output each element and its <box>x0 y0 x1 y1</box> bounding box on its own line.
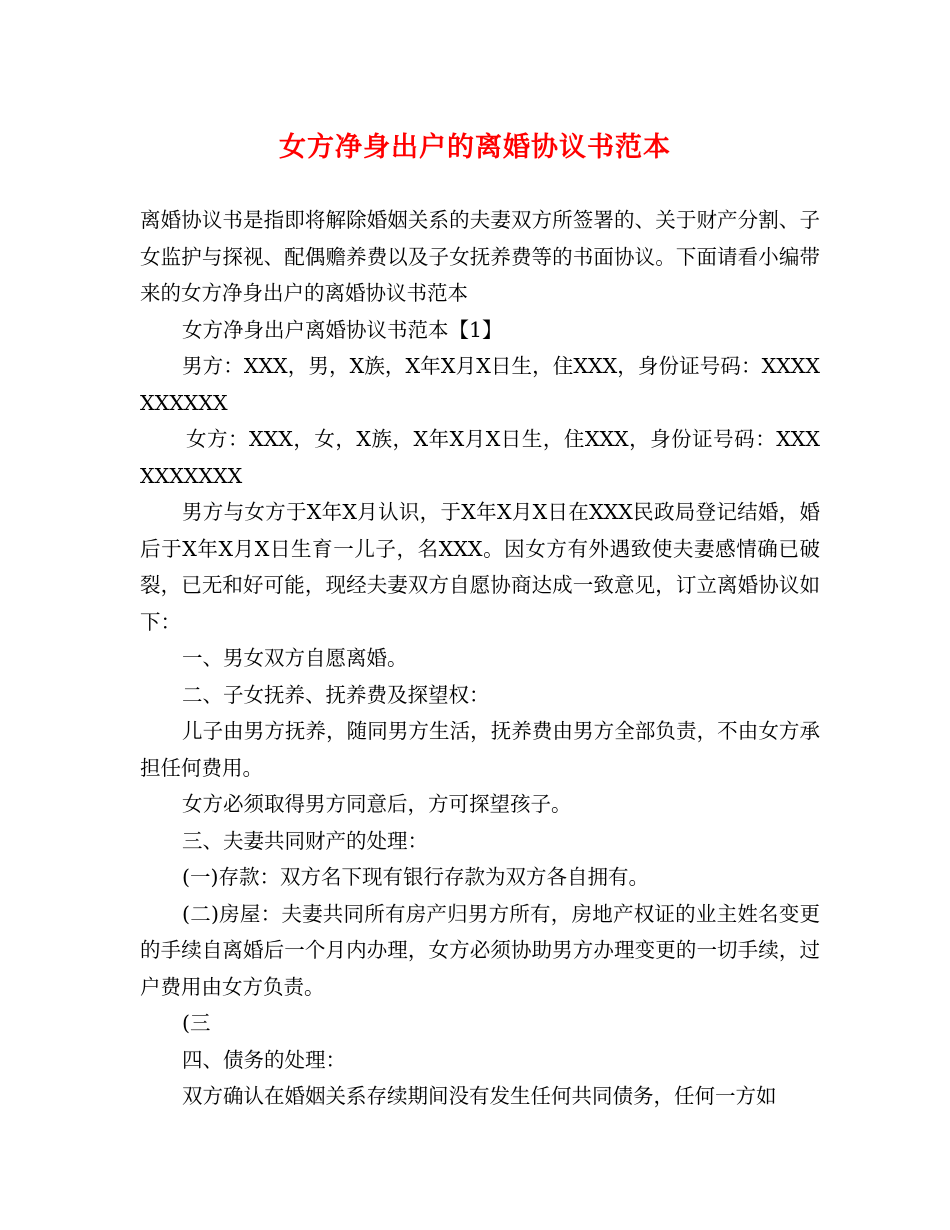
clause-2-text-b: 女方必须取得男方同意后，方可探望孩子。 <box>182 792 572 816</box>
document-body <box>140 202 820 1115</box>
background-paragraph: 男方与女方于X年X月认识，于X年X月X日在XXX民政局登记结婚，婚后于X年X月X日生育一儿子，名XXX。因女方有外遇致使夫妻感情确已破裂，已无和好可能，现经夫妻双方自愿协商达成一致意见，订立离婚协议如下： <box>140 500 820 634</box>
clause-2-heading: 二、子女抚养、抚养费及探望权： <box>182 682 490 707</box>
male-party-paragraph: 男方：XXX，男，X族，X年X月X日生，住XXX，身份证号码：XXXXXXXXXX <box>140 354 820 415</box>
section-heading: 女方净身出户离婚协议书范本【1】 <box>182 317 503 342</box>
clause-3-heading: 三、夫妻共同财产的处理： <box>182 828 428 853</box>
clause-1: 一、男女双方自愿离婚。 <box>182 646 408 670</box>
clause-2-text-a: 儿子由男方抚养，随同男方生活，抚养费由男方全部负责，不由女方承担任何费用。 <box>140 719 820 780</box>
clause-3-2: (二)房屋：夫妻共同所有房产归男方所有，房地产权证的业主姓名变更的手续自离婚后一个月内办理，女方必须协助男方办理变更的一切手续，过户费用由女方负责。 <box>140 901 820 999</box>
clause-3-3: (三 <box>182 1011 211 1035</box>
clause-4-text: 双方确认在婚姻关系存续期间没有发生任何共同债务，任何一方如 <box>182 1084 777 1108</box>
clause-3-1: (一)存款：双方名下现有银行存款为双方各自拥有。 <box>182 865 649 889</box>
document-title: 女方净身出户的离婚协议书范本 <box>279 132 671 163</box>
intro-paragraph: 离婚协议书是指即将解除婚姻关系的夫妻双方所签署的、关于财产分割、子女监护与探视、配偶赡养费以及子女抚养费等的书面协议。下面请看小编带来的女方净身出户的离婚协议书范本 <box>140 208 820 305</box>
female-party-paragraph: 女方：XXX，女，X族，X年X月X日生，住XXX，身份证号码：XXXXXXXXXX <box>140 427 820 488</box>
clause-4-heading: 四、债务的处理： <box>182 1047 346 1072</box>
